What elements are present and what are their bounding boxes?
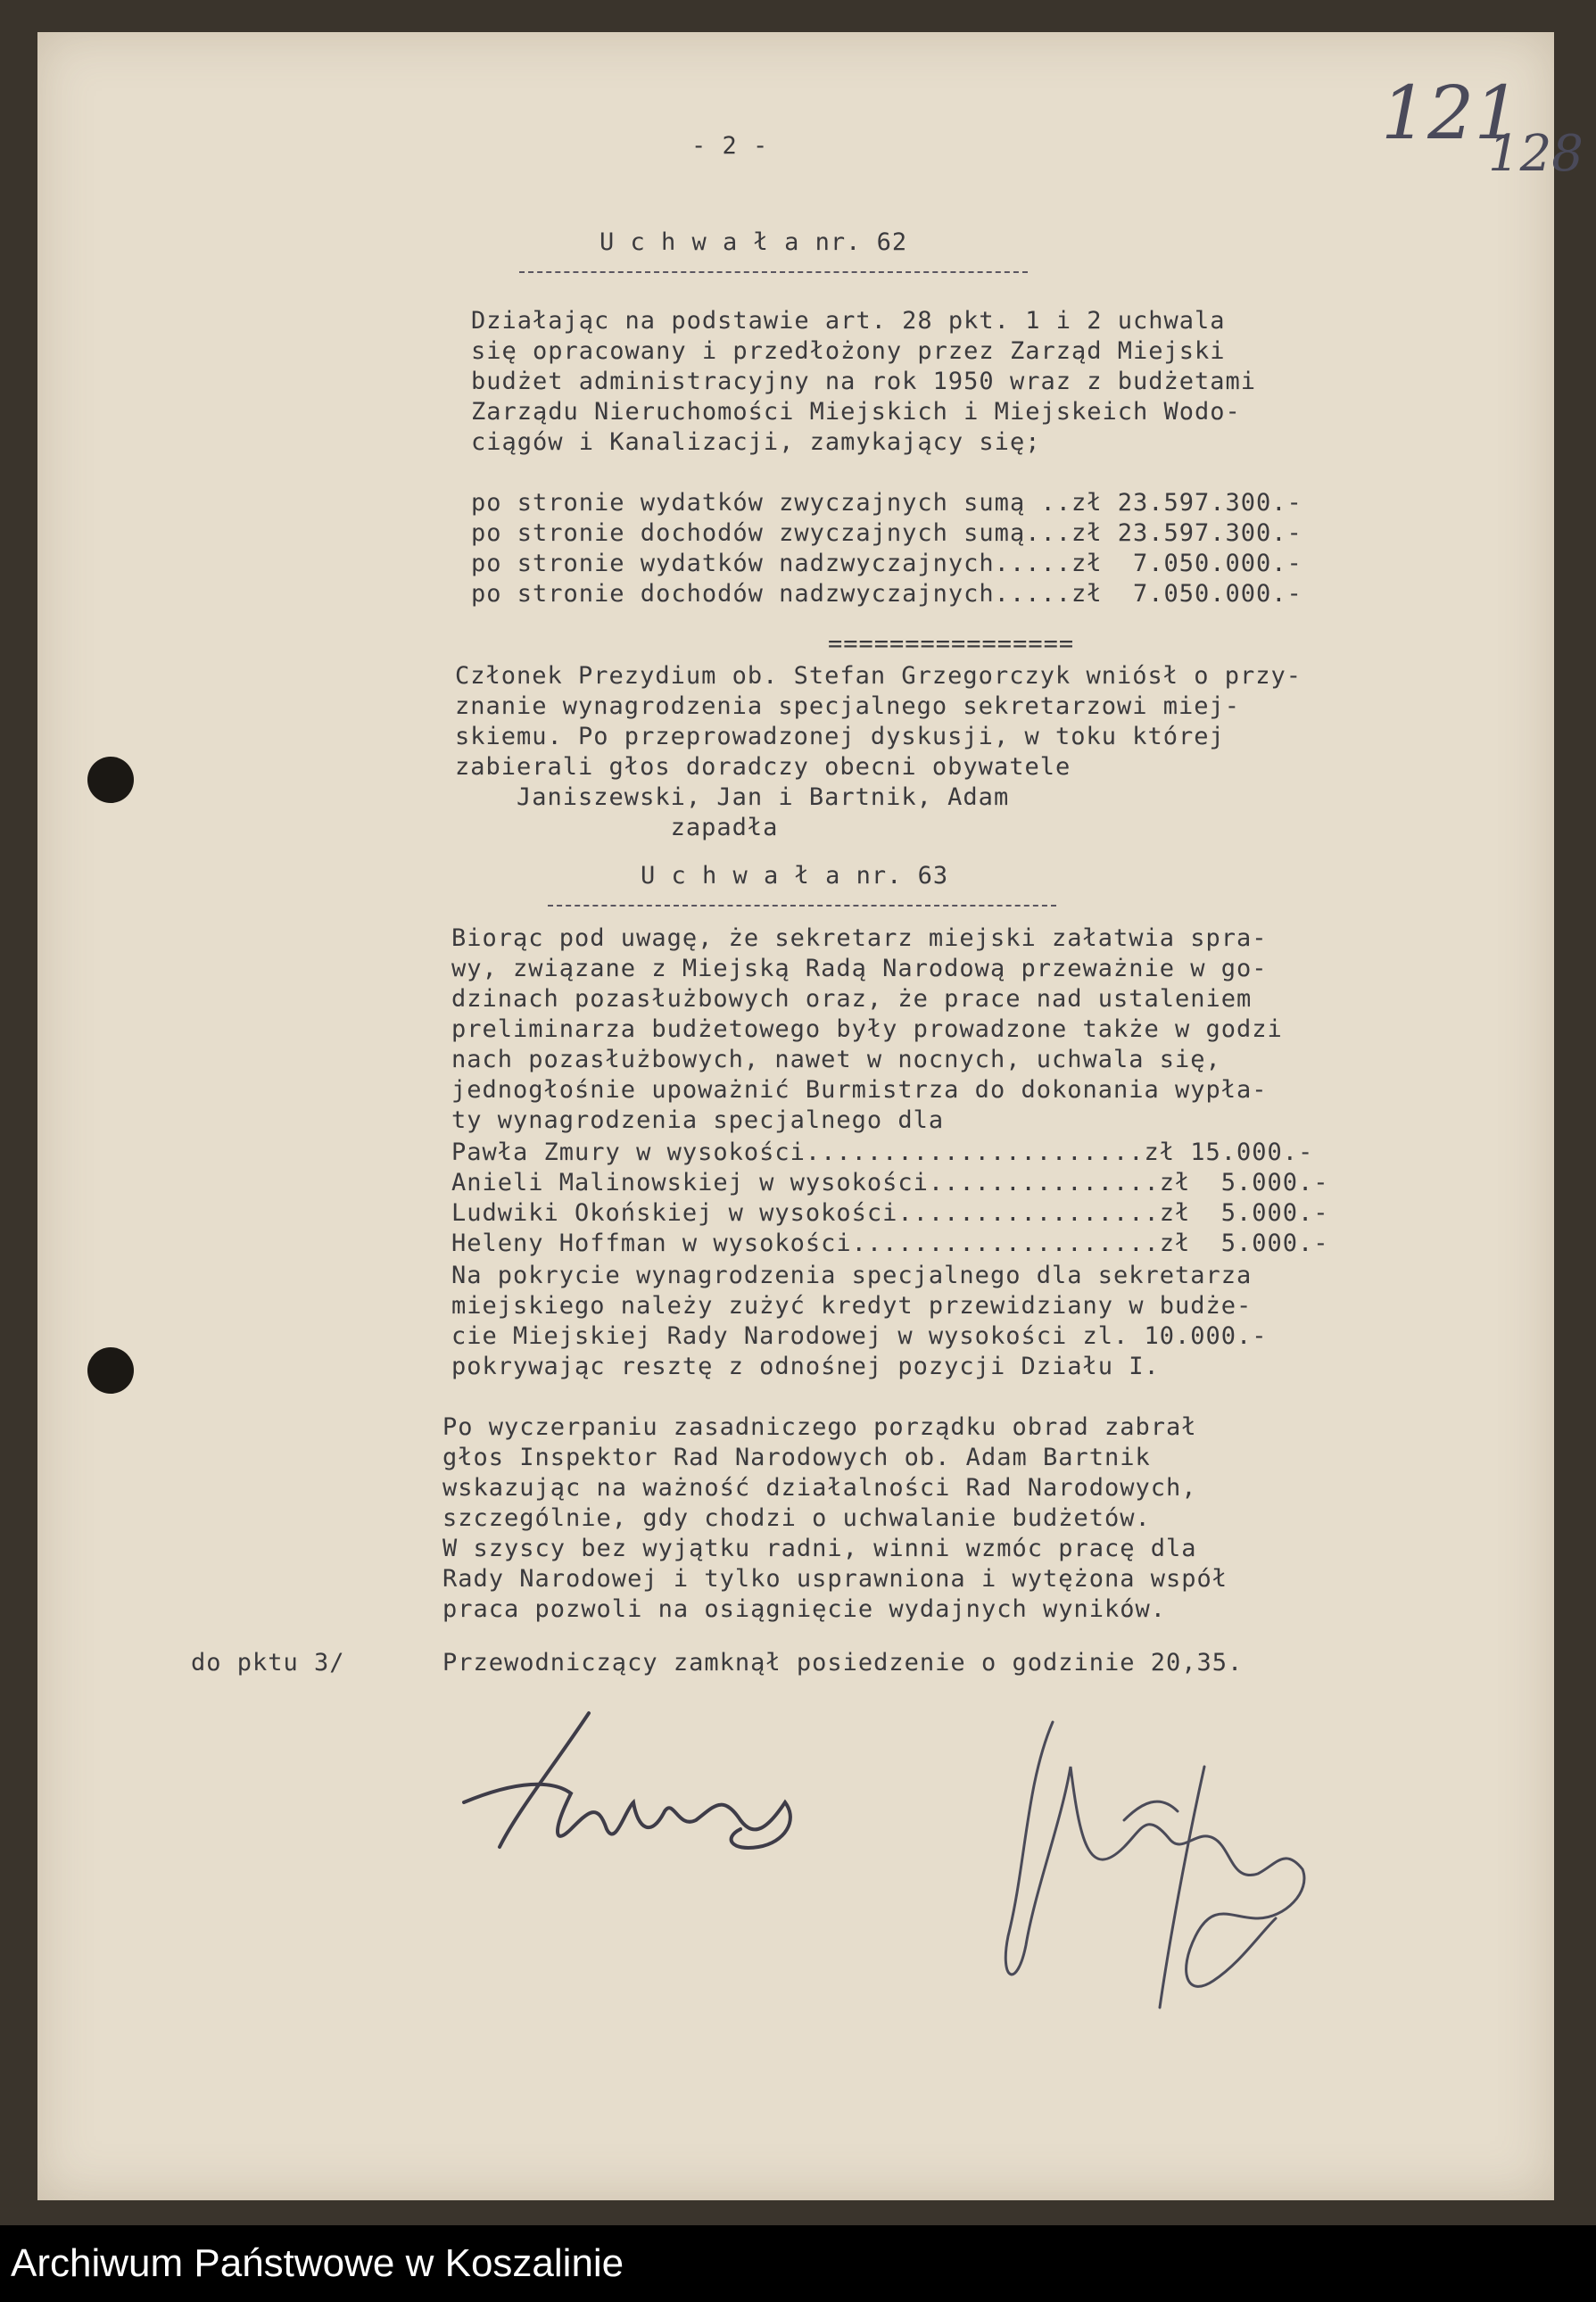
text-line: W szyscy bez wyjątku radni, winni wzmóc pracę dla bbox=[442, 1535, 1197, 1562]
payment-line: Pawła Zmury w wysokości......................zł 15.000.- bbox=[451, 1139, 1314, 1166]
text-line: wskazując na ważność działalności Rad Narodowych, bbox=[442, 1474, 1197, 1502]
text-line: ciągów i Kanalizacji, zamykający się; bbox=[471, 428, 1041, 456]
budget-line: po stronie dochodów nadzwyczajnych.....zł 7.050.000.- bbox=[471, 580, 1302, 608]
text-line: preliminarza budżetowego były prowadzone także w godzi bbox=[451, 1015, 1283, 1043]
text-line: się opracowany i przedłożony przez Zarząd Miejski bbox=[471, 337, 1226, 365]
text-line: praca pozwoli na osiągnięcie wydajnych wyników. bbox=[442, 1595, 1167, 1623]
title-underline bbox=[548, 905, 1056, 907]
resolution-63-title: U c h w a ł a nr. 63 bbox=[641, 862, 949, 890]
budget-line: po stronie dochodów zwyczajnych sumą...zł 23.597.300.- bbox=[471, 519, 1302, 547]
text-line: nach pozasłużbowych, nawet w nocnych, uchwala się, bbox=[451, 1046, 1221, 1073]
budget-line: po stronie wydatków zwyczajnych sumą ..zł 23.597.300.- bbox=[471, 489, 1302, 517]
text-line: Działając na podstawie art. 28 pkt. 1 i 2 uchwala bbox=[471, 307, 1226, 335]
text-line: zabierali głos doradczy obecni obywatele bbox=[455, 753, 1071, 781]
text-line: jednogłośnie upoważnić Burmistrza do dokonania wypła- bbox=[451, 1076, 1268, 1104]
text-line: wy, związane z Miejską Radą Narodową przeważnie w go- bbox=[451, 955, 1268, 982]
payment-line: Heleny Hoffman w wysokości....................zł 5.000.- bbox=[451, 1230, 1329, 1257]
text-line: dzinach pozasłużbowych oraz, że prace nad ustaleniem bbox=[451, 985, 1253, 1013]
title-underline bbox=[519, 271, 1028, 273]
text-line: Na pokrycie wynagrodzenia specjalnego dla sekretarza bbox=[451, 1262, 1253, 1289]
text-line: Zarządu Nieruchomości Miejskich i Miejskeich Wodo- bbox=[471, 398, 1241, 426]
archive-mark-primary: 121 bbox=[1381, 71, 1521, 156]
text-line: skiemu. Po przeprowadzonej dyskusji, w toku której bbox=[455, 723, 1225, 750]
text-line: miejskiego należy zużyć kredyt przewidziany w budże- bbox=[451, 1292, 1253, 1320]
agenda-item-label: do pktu 3/ bbox=[191, 1649, 345, 1677]
text-line: budżet administracyjny na rok 1950 wraz z budżetami bbox=[471, 368, 1257, 395]
signature-left bbox=[446, 1695, 821, 1874]
text-line: znanie wynagrodzenia specjalnego sekretarzowi miej- bbox=[455, 692, 1241, 720]
section-separator: ================ bbox=[828, 630, 1075, 658]
signature-right bbox=[990, 1713, 1329, 2016]
archive-name: Archiwum Państwowe w Koszalinie bbox=[11, 2241, 624, 2285]
archive-footer bbox=[0, 2225, 1596, 2302]
text-line: Po wyczerpaniu zasadniczego porządku obrad zabrał bbox=[442, 1413, 1197, 1441]
text-line: Biorąc pod uwagę, że sekretarz miejski załatwia spra- bbox=[451, 924, 1268, 952]
text-line: ty wynagrodzenia specjalnego dla bbox=[451, 1106, 945, 1134]
text-line: Janiszewski, Jan i Bartnik, Adam bbox=[455, 783, 1010, 811]
payment-line: Anieli Malinowskiej w wysokości...............zł 5.000.- bbox=[451, 1169, 1329, 1197]
resolution-62-title: U c h w a ł a nr. 62 bbox=[600, 228, 908, 256]
archive-mark-secondary: 128 bbox=[1488, 125, 1584, 183]
closing-line: Przewodniczący zamknął posiedzenie o godzinie 20,35. bbox=[442, 1649, 1244, 1677]
text-line: cie Miejskiej Rady Narodowej w wysokości zl. 10.000.- bbox=[451, 1322, 1268, 1350]
punch-hole-bottom bbox=[87, 1347, 134, 1394]
text-line: pokrywając resztę z odnośnej pozycji Działu I. bbox=[451, 1353, 1160, 1380]
text-line: Rady Narodowej i tylko usprawniona i wytężona współ bbox=[442, 1565, 1228, 1593]
text-line: Członek Prezydium ob. Stefan Grzegorczyk wniósł o przy- bbox=[455, 662, 1302, 690]
page-number: - 2 - bbox=[691, 132, 769, 160]
budget-line: po stronie wydatków nadzwyczajnych.....zł 7.050.000.- bbox=[471, 550, 1302, 577]
text-line: zapadła bbox=[455, 814, 779, 841]
punch-hole-top bbox=[87, 757, 134, 803]
payment-line: Ludwiki Okońskiej w wysokości.................zł 5.000.- bbox=[451, 1199, 1329, 1227]
text-line: głos Inspektor Rad Narodowych ob. Adam Bartnik bbox=[442, 1444, 1151, 1471]
text-line: szczególnie, gdy chodzi o uchwalanie budżetów. bbox=[442, 1504, 1151, 1532]
